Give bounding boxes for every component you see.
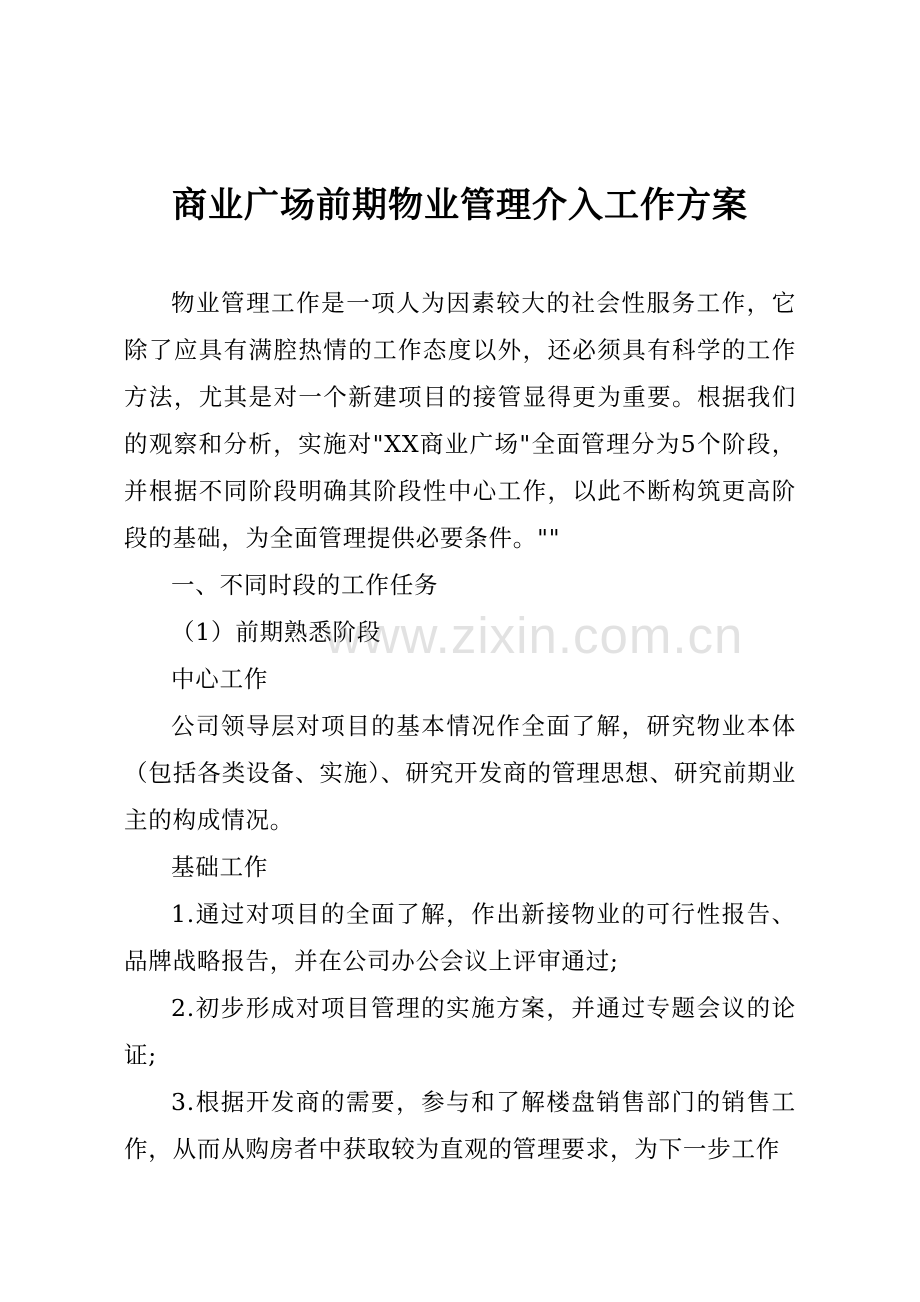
list-item-2: 2.初步形成对项目管理的实施方案，并通过专题会议的论证; [124,994,796,1069]
document-title: 商业广场前期物业管理介入工作方案 [171,185,748,226]
subsection-heading: （1）前期熟悉阶段 [171,618,382,646]
document-body [124,280,796,1173]
list-item-3: 3.根据开发商的需要，参与和了解楼盘销售部门的销售工作，从而从购房者中获取较为直观的管理要求，为下一步工作 [124,1088,796,1163]
basic-work-heading: 基础工作 [171,853,269,881]
core-work-paragraph: 公司领导层对项目的基本情况作全面了解，研究物业本体（包括各类设备、实施）、研究开发商的管理思想、研究前期业主的构成情况。 [124,712,796,834]
watermark: www.zixin.com.cn [325,607,744,664]
section-heading: 一、不同时段的工作任务 [171,571,439,599]
intro-paragraph: 物业管理工作是一项人为因素较大的社会性服务工作，它除了应具有满腔热情的工作态度以外，还必须具有科学的工作方法，尤其是对一个新建项目的接管显得更为重要。根据我们的观察和分析，实施对"XX商业广场"全面管理分为5个阶段，并根据不同阶段明确其阶段性中心工作，以此不断构筑更高阶段的基础，为全面管理提供必要条件。"" [124,289,796,552]
core-work-heading: 中心工作 [171,665,269,693]
list-item-1: 1.通过对项目的全面了解，作出新接物业的可行性报告、品牌战略报告，并在公司办公会议上评审通过; [124,900,796,975]
